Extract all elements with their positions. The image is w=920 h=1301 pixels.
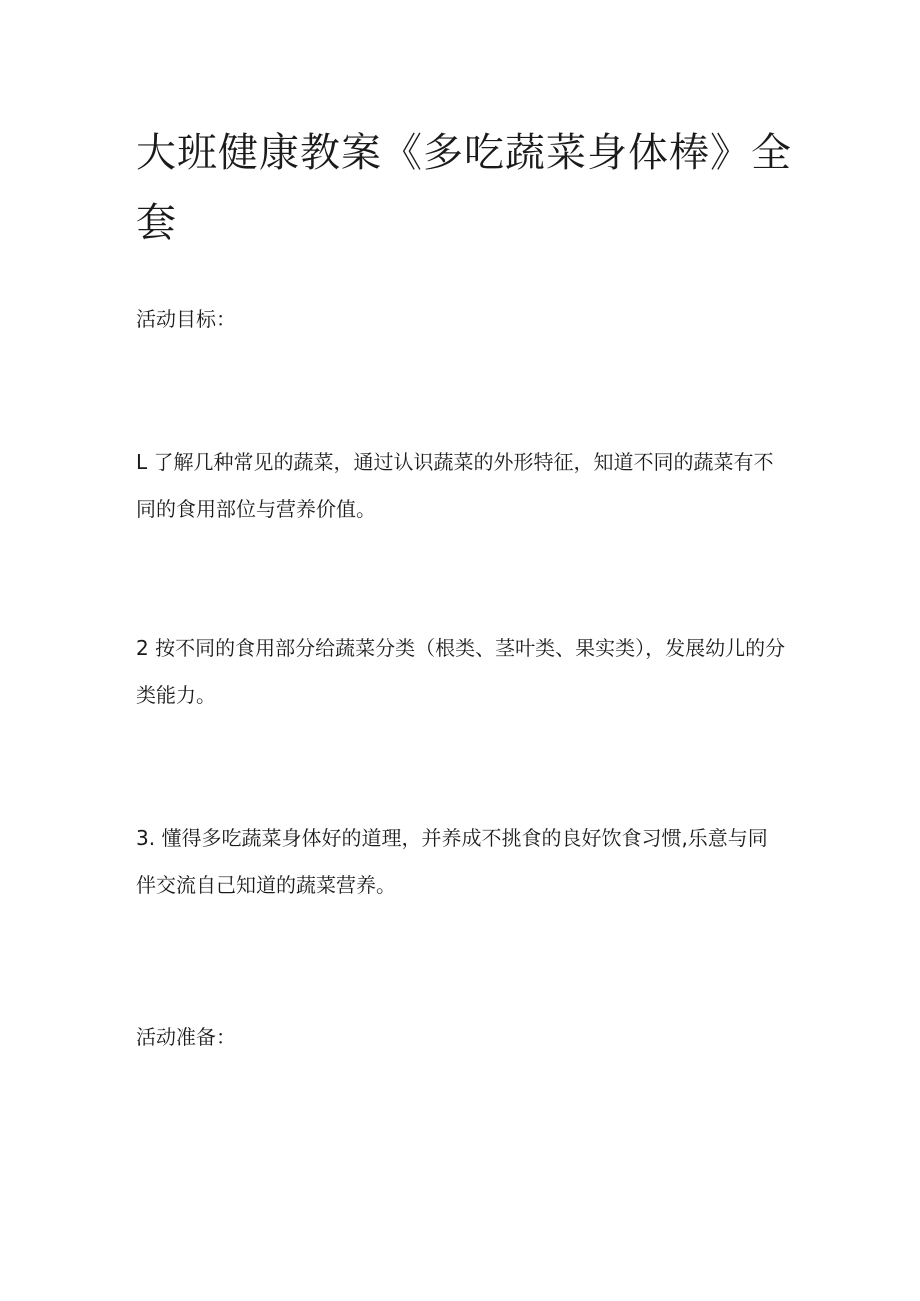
goal-paragraph-1: L 了解几种常见的蔬菜，通过认识蔬菜的外形特征，知道不同的蔬菜有不同的食用部位与营养价值。 (136, 450, 774, 521)
section-heading-preparation: 活动准备： (136, 1025, 236, 1049)
goal-paragraph-2: 2 按不同的食用部分给蔬菜分类（根类、茎叶类、果实类），发展幼儿的分类能力。 (136, 636, 786, 707)
section-heading-goals: 活动目标： (136, 307, 236, 331)
goal-paragraph-3: 3. 懂得多吃蔬菜身体好的道理，并养成不挑食的良好饮食习惯,乐意与同伴交流自己知道的蔬菜营养。 (136, 826, 768, 897)
document-title: 大班健康教案《多吃蔬菜身体棒》全套 (136, 130, 792, 246)
